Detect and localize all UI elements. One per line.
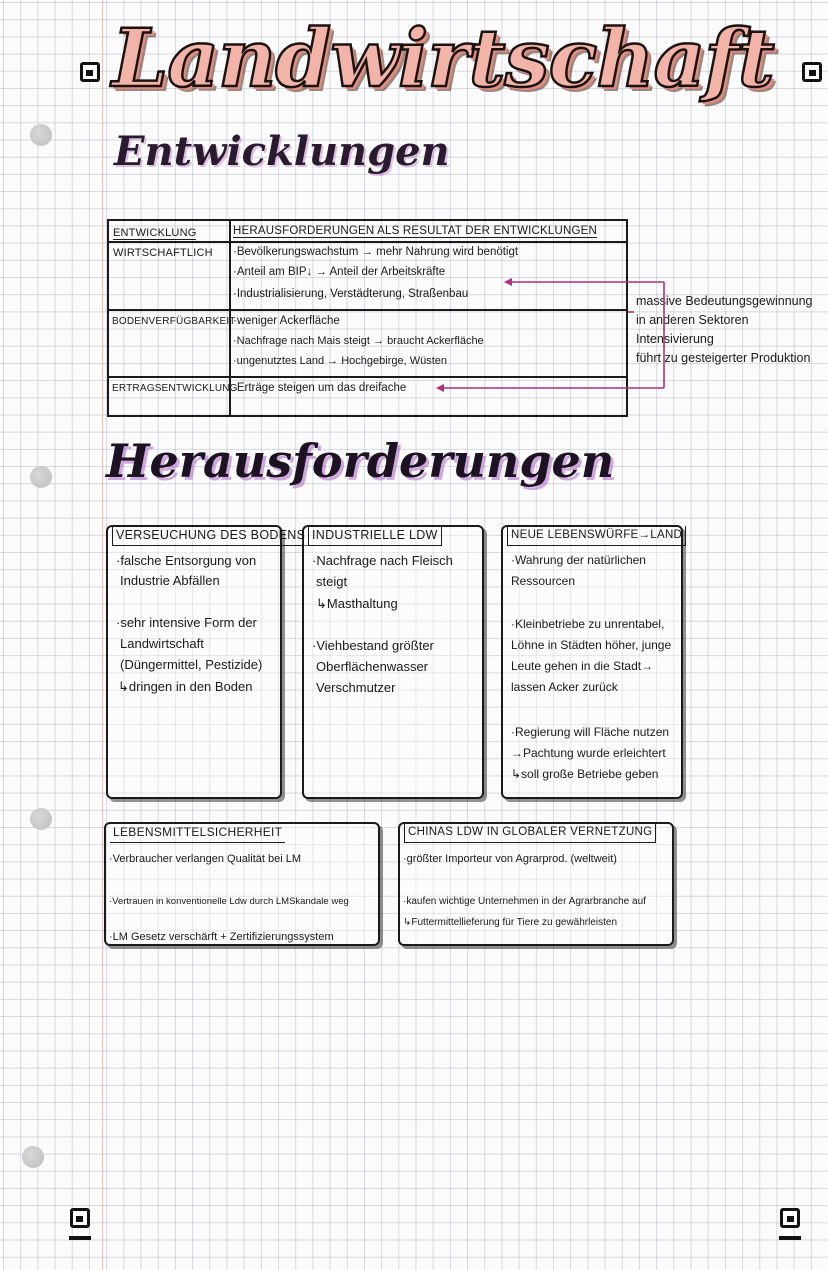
card-industrial-agriculture <box>302 525 484 799</box>
card-line: ↳soll große Betriebe geben <box>511 767 659 781</box>
card-line: ↳Futtermittellieferung für Tiere zu gewährleisten <box>403 917 618 928</box>
card-line: ·Regierung will Fläche nutzen <box>511 725 670 739</box>
side-note-line: Intensivierung <box>636 332 714 346</box>
table-row-item: ·ungenutztes Land → Hochgebirge, Wüsten <box>233 355 448 367</box>
table-row-label: WIRTSCHAFTLICH <box>113 247 213 259</box>
table-row-item: ·Anteil am BIP↓ → Anteil der Arbeitskräfte <box>233 266 446 278</box>
card-line: ·sehr intensive Form der <box>116 615 257 630</box>
card-line: Oberflächenwasser <box>316 659 428 674</box>
card-food-safety <box>104 822 380 946</box>
page-title: Landwirtschaft <box>112 11 774 105</box>
table-row-item: ·Bevölkerungswachstum → mehr Nahrung wird benötigt <box>233 246 519 258</box>
card-line: Industrie Abfällen <box>120 573 220 588</box>
card-title: CHINAS LDW IN GLOBALER VERNETZUNG <box>404 823 656 843</box>
card-title: NEUE LEBENSWÜRFE→LAND <box>507 526 686 546</box>
card-line: Leute gehen in die Stadt→ <box>511 659 654 673</box>
table-row-label: ERTRAGSENTWICKLUNG <box>112 383 238 394</box>
table-row-item: ·Erträge steigen um das dreifache <box>233 382 407 394</box>
card-title: LEBENSMITTELSICHERHEIT <box>110 823 285 843</box>
table-row-item: ·weniger Ackerfläche <box>233 315 340 327</box>
card-line: Ressourcen <box>511 574 576 588</box>
card-line: lassen Acker zurück <box>511 680 618 694</box>
arrow-head <box>504 278 512 286</box>
table-row-label: BODENVERFÜGBARKEIT <box>112 316 236 327</box>
card-title: INDUSTRIELLE LDW <box>308 526 442 546</box>
card-line: ·Viehbestand größter <box>312 638 434 653</box>
card-line: ↳Masthaltung <box>316 596 398 611</box>
card-line: Landwirtschaft <box>120 636 204 651</box>
card-line: ·größter Importeur von Agrarprod. (weltweit) <box>403 853 617 865</box>
card-line: (Düngermittel, Pestizide) <box>120 657 263 672</box>
card-line: ·Nachfrage nach Fleisch <box>312 553 453 568</box>
card-line: ·Kleinbetriebe zu unrentabel, <box>511 617 665 631</box>
card-line: Löhne in Städten höher, junge <box>511 638 672 652</box>
card-line: →Pachtung wurde erleichtert <box>511 746 666 760</box>
table-header-right: HERAUSFORDERUNGEN ALS RESULTAT DER ENTWICKLUNGEN <box>233 225 598 237</box>
card-line: ·Verbraucher verlangen Qualität bei LM <box>109 853 301 865</box>
card-line: Verschmutzer <box>316 680 396 695</box>
side-note-line: massive Bedeutungsgewinnung <box>636 294 813 308</box>
card-china-global <box>398 822 674 946</box>
card-line: ·kaufen wichtige Unternehmen in der Agrarbranche auf <box>403 896 646 907</box>
card-line: ·Wahrung der natürlichen <box>511 553 646 567</box>
card-line: ·falsche Entsorgung von <box>116 553 257 568</box>
table-row-item: ·Nachfrage nach Mais steigt → braucht Ackerfläche <box>233 335 484 347</box>
card-new-lifestyles <box>501 525 683 799</box>
card-line: ↳dringen in den Boden <box>118 679 253 694</box>
table-header-left: ENTWICKLUNG <box>113 227 197 239</box>
arrow-head <box>436 384 444 392</box>
card-line: ·LM Gesetz verschärft + Zertifizierungssystem <box>109 931 334 943</box>
side-note-line: in anderen Sektoren <box>636 313 749 327</box>
table-row-item: ·Industrialisierung, Verstädterung, Straßenbau <box>233 288 469 300</box>
card-soil-contamination <box>106 525 306 799</box>
side-note-line: führt zu gesteigerter Produktion <box>636 351 811 365</box>
card-line: ·Vertrauen in konventionelle Ldw durch LMSkandale weg <box>109 896 349 907</box>
card-title: VERSEUCHUNG DES BODENS <box>112 526 309 546</box>
section-heading-development: Entwicklungen <box>114 128 450 175</box>
section-heading-challenges: Herausforderungen <box>106 434 615 488</box>
card-line: steigt <box>316 574 348 589</box>
